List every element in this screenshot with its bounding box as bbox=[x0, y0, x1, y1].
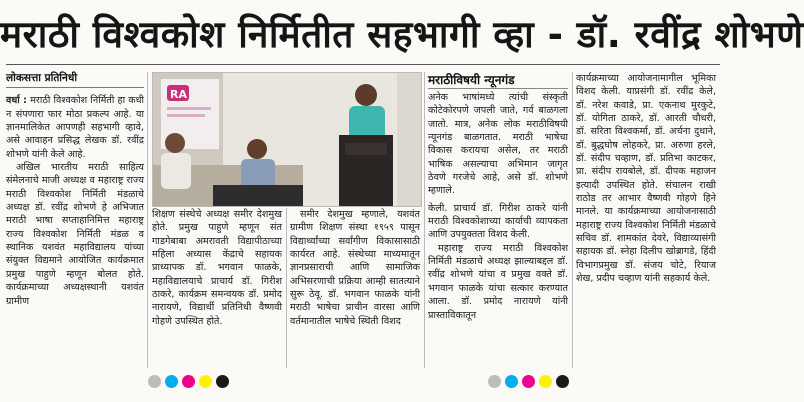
column-4-para-3: महाराष्ट्र राज्य मराठी विश्वकोश निर्मिती मंडळाचे अध्यक्ष झाल्याबद्दल डॉ. रवींद्र शोभणे यांचा व प्रमुख वक्ते डॉ. भगवान फाळके यांचा सत्कार करण्यात आला. डॉ. प्रमोद नारायणे यांनी प्रास्ताविकातून bbox=[428, 242, 568, 321]
magenta-dot bbox=[522, 375, 535, 388]
column-separator bbox=[424, 72, 425, 368]
column-1 bbox=[6, 72, 144, 308]
column-3-text: समीर देशमुख म्हणाले, यशवंत ग्रामीण शिक्षण संस्था १९५९ पासून विद्यार्थ्यांच्या सर्वांगीण विकासासाठी कार्यरत आहे. संस्थेच्या माध्यमातून ज्ञानप्रसाराची आणि सामाजिक अभिसरणाची प्रक्रिया आम्ही सातत्याने सुरू ठेवू. डॉ. भगवान फाळके यांनी मराठी भाषेचा प्राचीन वारसा आणि वर्तमानातील भाषेचे स्थिती विशद bbox=[290, 209, 420, 327]
black-dot bbox=[216, 375, 229, 388]
column-4 bbox=[428, 72, 568, 322]
event-photo bbox=[152, 72, 422, 207]
column-5 bbox=[576, 72, 716, 286]
column-separator bbox=[286, 208, 287, 368]
cyan-dot bbox=[165, 375, 178, 388]
cyan-dot bbox=[505, 375, 518, 388]
lead-paragraph bbox=[6, 94, 144, 161]
headline-rule bbox=[6, 64, 720, 65]
registration-marks-left bbox=[148, 373, 248, 387]
registration-marks-right bbox=[488, 373, 588, 387]
column-2 bbox=[152, 208, 282, 328]
banner-fragment: RA bbox=[170, 88, 187, 101]
magenta-dot bbox=[182, 375, 195, 388]
event-photo-illustration bbox=[153, 73, 421, 206]
column-3 bbox=[290, 208, 420, 328]
black-dot bbox=[556, 375, 569, 388]
headline: मराठी विश्वकोश निर्मितीत सहभागी व्हा - डॉ. रवींद्र शोभणे bbox=[0, 13, 804, 56]
subheading: मराठीविषयी न्यूनगंड bbox=[428, 72, 568, 89]
gray-dot bbox=[488, 375, 501, 388]
column-4-para-2: केली. प्राचार्य डॉ. गिरीश ठाकरे यांनी मराठी विश्वकोशाच्या कार्याची व्यापकता आणि उपयुक्तता विशद केली. bbox=[428, 202, 568, 241]
dateline: वर्धा : bbox=[6, 95, 28, 107]
gray-dot bbox=[148, 375, 161, 388]
byline: लोकसत्ता प्रतिनिधी bbox=[6, 72, 144, 88]
column-separator bbox=[572, 72, 573, 368]
column-separator bbox=[147, 72, 148, 368]
yellow-dot bbox=[199, 375, 212, 388]
lead-text: मराठी विश्वकोश निर्मिती हा कधी न संपणारा फार मोठा प्रकल्प आहे. या ज्ञानमालिकेत आपणही सहभागी व्हावे, असे आवाहन प्रसिद्ध लेखक डॉ. रवींद्र शोभणे यांनी केले आहे. bbox=[6, 95, 144, 160]
column-2-text: शिक्षण संस्थेचे अध्यक्ष समीर देशमुख होते. प्रमुख पाहुणे म्हणून संत गाडगेबाबा अमरावती विद्यापीठाच्या महिला अध्यास केंद्राचे सहायक प्राध्यापक डॉ. भगवान फाळके, महाविद्यालयाचे प्राचार्य डॉ. गिरीश ठाकरे, कार्यक्रम समन्वयक डॉ. प्रमोद नारायणे, विद्यार्थी प्रतिनिधी वैष्णवी गोहणे उपस्थित होते. bbox=[152, 209, 282, 327]
column-4-para-1: अनेक भाषांमध्ये त्यांची संस्कृती कोटेकोरपणे जपली जाते, गर्व बाळगला जातो. मात्र, अनेक लोक मराठीविषयी न्यूनगंड बाळगतात. मराठी भाषेचा विकास करायचा असेल, तर मराठी भाषिक असल्याचा अभिमान जागृत ठेवणे गरजेचे आहे, असे डॉ. शोभणे म्हणाले. bbox=[428, 92, 568, 197]
column-5-text: कार्यक्रमाच्या आयोजनामागील भूमिका विशद केली. याप्रसंगी डॉ. रवींद्र केले, डॉ. नरेश कवाडे, प्रा. एकनाथ मुरकुटे, डॉ. योगिता ठाकरे, डॉ. आरती चौधरी, डॉ. सरिता विश्वकर्मा, डॉ. अर्चना दुधाने, डॉ. बुद्धघोष लोहकरे, प्रा. अरुणा हरले, डॉ. संदीप चव्हाण, डॉ. प्रतिभा काटकर, प्रा. संदीप रायबोले, डॉ. दीपक महाजन इत्यादी उपस्थित होते. संचालन राखी राठोड तर आभार वैष्णवी गोहणे हिने मानले. या कार्यक्रमाच्या आयोजनासाठी महाराष्ट्र राज्य विश्वकोश निर्मिती मंडळाचे सचिव डॉ. शामकांत देवरे, विद्याव्यासंगी सहायक डॉ. स्नेहा दिलीप खोब्रागडे, हिंदी विभागप्रमुख डॉ. संजय चोटे, रियाज शेख, प्रदीप चव्हाण यांनी सहकार्य केले. bbox=[576, 73, 716, 285]
body-paragraph: अखिल भारतीय मराठी साहित्य संमेलनाचे माजी अध्यक्ष व महाराष्ट्र राज्य मराठी विश्वकोश निर्मिती मंडळाचे अध्यक्ष डॉ. रवींद्र शोभणे हे अभिजात मराठी भाषा सप्ताहानिमित्त महाराष्ट्र राज्य विश्वकोश निर्मिती मंडळ व स्थानिक यशवंत महाविद्यालय यांच्या संयुक्त विद्यमाने आयोजित कार्यक्रमात प्रमुख पाहुणे म्हणून बोलत होते. कार्यक्रमाच्या अध्यक्षस्थानी यशवंत ग्रामीण bbox=[6, 162, 144, 307]
yellow-dot bbox=[539, 375, 552, 388]
